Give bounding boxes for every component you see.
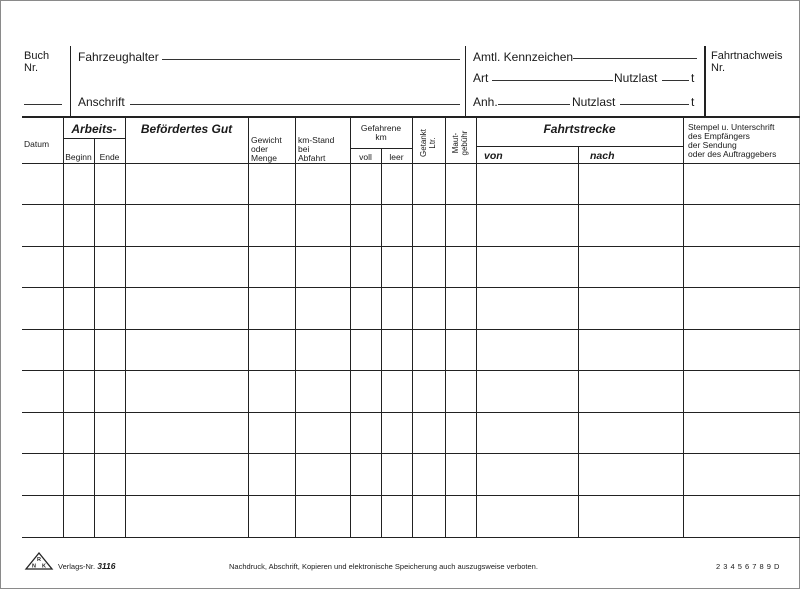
gefahrene-header: Gefahrene km <box>360 123 402 142</box>
nutzlast-label: Nutzlast <box>614 71 658 85</box>
col-line <box>94 139 95 537</box>
kennzeichen-field[interactable] <box>573 58 697 59</box>
anh-nutzlast-field[interactable] <box>620 104 689 105</box>
nutzlast-label: Nutzlast <box>572 95 616 109</box>
table-row-line <box>22 370 800 371</box>
von-header: von <box>484 150 503 162</box>
verlag-number: 3116 <box>97 561 116 571</box>
art-field[interactable] <box>492 80 613 81</box>
km-stand-header: km-Stand bei Abfahrt <box>298 135 335 163</box>
table-bottom-border <box>22 537 800 538</box>
unit-t: t <box>691 71 695 85</box>
col-line <box>476 117 477 537</box>
col-line <box>125 117 126 537</box>
table-row-line <box>22 412 800 413</box>
col-line <box>350 117 351 537</box>
col-line <box>248 117 249 537</box>
fahrtstrecke-subline <box>477 146 683 147</box>
table-row-line <box>22 246 800 247</box>
datum-header: Datum <box>24 139 50 149</box>
logo-letter: R <box>37 557 41 563</box>
fahrtnachweis-label: Fahrtnachweis Nr. <box>711 50 783 74</box>
kennzeichen-label: Amtl. Kennzeichen <box>473 50 574 64</box>
table-row-line <box>22 495 800 496</box>
table-row-line <box>22 453 800 454</box>
nach-header: nach <box>590 150 615 162</box>
logo-letter: K <box>42 563 46 570</box>
header-divider <box>465 46 466 116</box>
rnk-logo-icon <box>22 551 56 571</box>
getankt-header: Getankt Ltr. <box>419 129 437 158</box>
header-divider <box>70 46 71 116</box>
rnk-logo <box>22 551 56 571</box>
col-line <box>381 148 382 537</box>
beginn-header: Beginn <box>65 152 92 162</box>
col-line <box>683 117 684 537</box>
nutzlast-field[interactable] <box>662 80 689 81</box>
form-code: 2 3 4 5 6 7 8 9 D <box>716 562 780 571</box>
verlag-label <box>58 561 115 571</box>
unit-t: t <box>691 95 695 109</box>
art-label: Art <box>473 71 489 85</box>
maut-header: Maut- gebühr <box>451 130 469 156</box>
anh-field[interactable] <box>498 104 570 105</box>
header-divider <box>704 46 706 116</box>
fahrzeughalter-field[interactable] <box>162 59 460 60</box>
col-line <box>412 117 413 537</box>
col-line <box>63 117 64 537</box>
befoerdertes-gut-header: Befördertes Gut <box>140 122 233 136</box>
voll-header: voll <box>359 152 372 162</box>
copyright-notice: Nachdruck, Abschrift, Kopieren und elektronische Speicherung auch auszugsweise verboten. <box>229 562 538 571</box>
stempel-header: Stempel u. Unterschrift des Empfängers der Sendung oder des Auftraggebers <box>688 122 777 159</box>
anschrift-label: Anschrift <box>78 95 125 109</box>
verlag-prefix: Verlags-Nr. <box>58 562 96 571</box>
gewicht-header: Gewicht oder Menge <box>251 135 282 163</box>
col-line <box>295 117 296 537</box>
ende-header: Ende <box>99 152 120 162</box>
col-line <box>445 117 446 537</box>
anschrift-field[interactable] <box>130 104 460 105</box>
buch-nr-field[interactable] <box>24 104 62 105</box>
logo-letter: N <box>32 563 36 570</box>
buch-label: Buch Nr. <box>24 50 50 74</box>
fahrtstrecke-header: Fahrtstrecke <box>543 122 616 136</box>
table-row-line <box>22 329 800 330</box>
table-row-line <box>22 287 800 288</box>
arbeits-header: Arbeits- <box>71 122 117 136</box>
leer-header: leer <box>389 152 404 162</box>
anh-label: Anh. <box>473 95 498 109</box>
table-row-line <box>22 204 800 205</box>
fahrzeughalter-label: Fahrzeughalter <box>78 50 159 64</box>
